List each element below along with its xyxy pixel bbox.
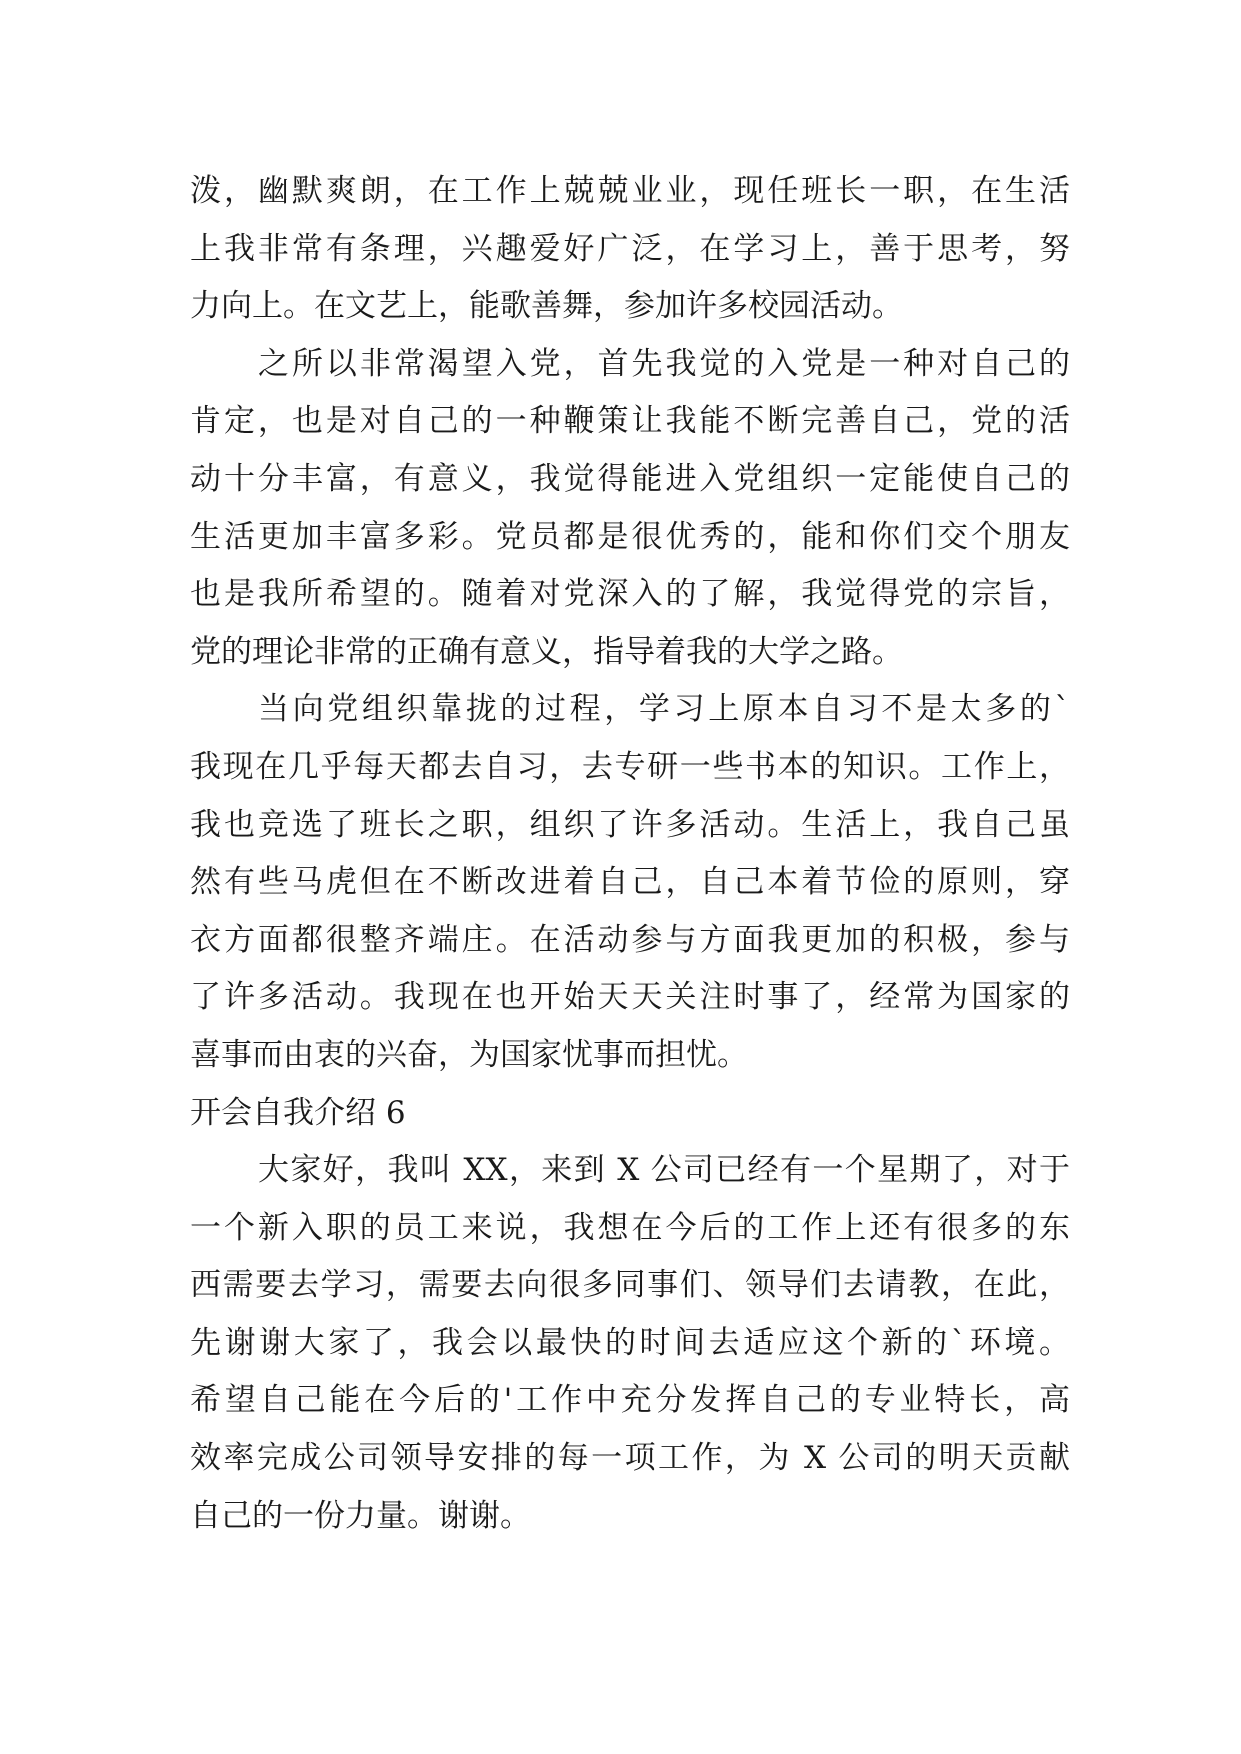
text-line: 希望自己能在今后的'工作中充分发挥自己的专业特长，高 [190, 1382, 1070, 1419]
text-line: 之所以非常渴望入党，首先我觉的入党是一种对自己的 [258, 345, 1070, 382]
text-line: 动十分丰富，有意义，我觉得能进入党组织一定能使自己的 [190, 460, 1070, 497]
text-line: 西需要去学习，需要去向很多同事们、领导们去请教，在此， [190, 1267, 1070, 1304]
text-line: 也是我所希望的。随着对党深入的了解，我觉得党的宗旨， [190, 576, 1070, 613]
text-line: 衣方面都很整齐端庄。在活动参与方面我更加的积极，参与 [190, 921, 1070, 958]
text-line: 肯定，也是对自己的一种鞭策让我能不断完善自己，党的活 [190, 403, 1070, 440]
text-line: 效率完成公司领导安排的每一项工作，为 X 公司的明天贡献 [190, 1440, 1070, 1477]
text-line: 大家好，我叫 XX，来到 X 公司已经有一个星期了，对于 [258, 1152, 1070, 1189]
text-line: 党的理论非常的正确有意义，指导着我的大学之路。 [190, 633, 903, 670]
text-line: 力向上。在文艺上，能歌善舞，参加许多校园活动。 [190, 288, 903, 325]
text-line: 泼，幽默爽朗，在工作上兢兢业业，现任班长一职，在生活 [190, 173, 1070, 209]
document-body [190, 163, 1070, 1545]
text-line: 了许多活动。我现在也开始天天关注时事了，经常为国家的 [190, 979, 1070, 1016]
section-heading: 开会自我介绍 6 [190, 1094, 406, 1131]
text-line: 上我非常有条理，兴趣爱好广泛，在学习上，善于思考，努 [190, 230, 1070, 267]
text-line: 我现在几乎每天都去自习，去专研一些书本的知识。工作上， [190, 748, 1070, 785]
text-line: 一个新入职的员工来说，我想在今后的工作上还有很多的东 [190, 1209, 1070, 1246]
text-line: 自己的一份力量。谢谢。 [190, 1497, 531, 1534]
text-line: 当向党组织靠拢的过程，学习上原本自习不是太多的` [258, 691, 1070, 728]
text-line: 生活更加丰富多彩。党员都是很优秀的，能和你们交个朋友 [190, 518, 1070, 555]
text-line: 喜事而由衷的兴奋，为国家忧事而担忧。 [190, 1036, 748, 1073]
text-line: 先谢谢大家了，我会以最快的时间去适应这个新的`环境。 [190, 1324, 1070, 1361]
text-line: 然有些马虎但在不断改进着自己，自己本着节俭的原则，穿 [190, 864, 1070, 901]
text-line: 我也竞选了班长之职，组织了许多活动。生活上，我自己虽 [190, 806, 1070, 843]
